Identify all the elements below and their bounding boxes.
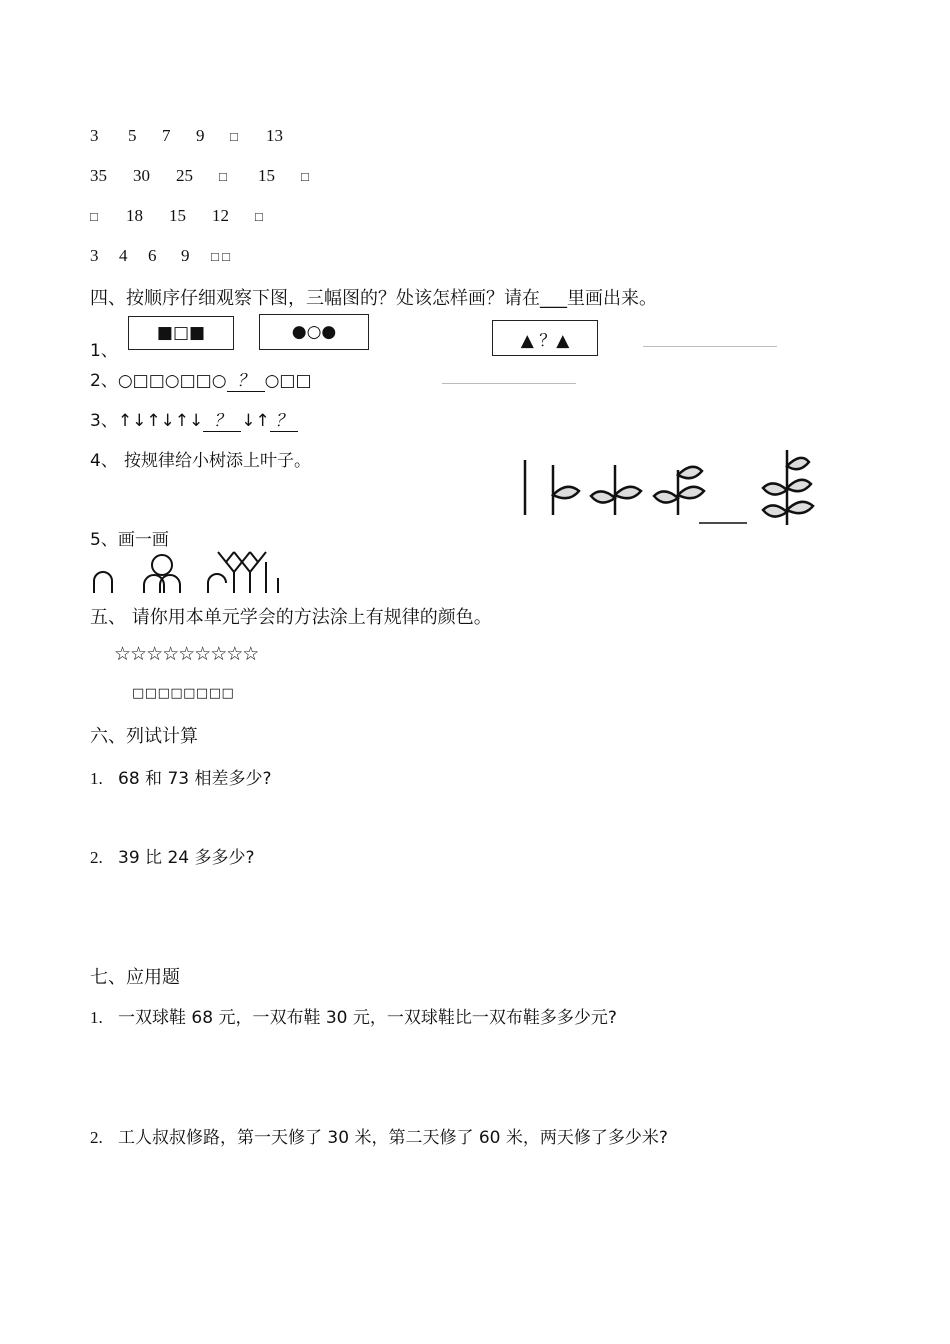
sequence-row-4 [90,246,230,266]
square-row[interactable]: □□□□□□□□ [132,686,235,701]
s6-q2-number: 2. [90,848,103,867]
section-7-title: 七、应用题 [90,967,180,988]
s7-q2 [90,1123,668,1148]
pattern-box-squares: ■□■ [128,316,234,350]
q2-pattern-a: ○□□○□□○ [117,371,227,391]
seq-item: 7 [162,126,171,145]
s7-q1-text: 一双球鞋 68 元，一双布鞋 30 元，一双球鞋比一双布鞋多多少元? [118,1008,617,1028]
seq-item: 25 [176,166,193,185]
star-row[interactable]: ☆☆☆☆☆☆☆☆☆ [114,643,259,665]
seq-item: 15 [258,166,275,185]
answer-line-q1[interactable] [643,346,777,347]
sequence-row-3 [90,206,263,226]
sequence-row-1 [90,126,283,146]
q2-pattern-b: ○□□ [264,371,312,391]
q5-number: 5、 [90,530,118,550]
s6-q2-text: 39 比 24 多多少? [118,848,255,868]
seq-item: 5 [128,126,137,145]
q3-blank-2[interactable]: ？ [270,406,298,432]
q3-pattern-a: ↑↓↑↓↑↓ [117,411,204,431]
seq-item: 30 [133,166,150,185]
sequence-row-2 [90,166,309,186]
tree-leaves-illustration [515,440,815,530]
q5-row [90,525,169,550]
seq-item: 18 [126,206,143,225]
seq-item: 15 [169,206,186,225]
pattern-box-circles: ●○● [259,314,369,350]
s7-q2-number: 2. [90,1128,103,1147]
s7-q1-number: 1. [90,1008,103,1027]
answer-box[interactable]: □ [230,129,238,144]
draw-pattern-figures [90,548,290,594]
s6-q1-number: 1. [90,769,103,788]
q4-row [90,446,311,471]
seq-item: 12 [212,206,229,225]
q2-number: 2、 [90,371,118,391]
seq-item: 4 [119,246,128,265]
section-5-title: 五、 请你用本单元学会的方法涂上有规律的颜色。 [90,607,492,628]
s7-q1 [90,1003,617,1028]
seq-item: 9 [181,246,190,265]
q2-blank[interactable]: ？ [227,366,265,392]
s6-q1 [90,764,272,789]
answer-box[interactable]: □ □ [211,249,230,264]
q3-blank-1[interactable]: ？ [203,406,241,432]
answer-box[interactable]: □ [301,169,309,184]
pattern-box-triangles: ▲ ？▲ [492,320,598,356]
s7-q2-text: 工人叔叔修路，第一天修了 30 米，第二天修了 60 米，两天修了多少米? [118,1128,668,1148]
section-6-title: 六、列试计算 [90,726,198,747]
seq-item: 35 [90,166,107,185]
q3-pattern-b: ↓↑ [241,411,270,431]
seq-item: 3 [90,246,99,265]
s6-q2 [90,843,255,868]
q3-row [90,406,298,432]
q3-number: 3、 [90,411,118,431]
answer-box[interactable]: □ [90,209,98,224]
q4-number: 4、 [90,451,118,471]
section-4-title: 四、按顺序仔细观察下图，三幅图的？处该怎样画？请在___里画出来。 [90,288,657,309]
seq-item: 13 [266,126,283,145]
answer-box[interactable]: □ [255,209,263,224]
seq-item: 9 [196,126,205,145]
answer-line-q2[interactable] [442,383,576,384]
q4-text: 按规律给小树添上叶子。 [124,451,311,471]
answer-box[interactable]: □ [219,169,227,184]
s6-q1-text: 68 和 73 相差多少? [118,769,272,789]
q5-text: 画一画 [117,530,169,550]
seq-item: 3 [90,126,99,145]
q2-row [90,366,312,392]
seq-item: 6 [148,246,157,265]
q1-number: 1、 [90,341,118,361]
